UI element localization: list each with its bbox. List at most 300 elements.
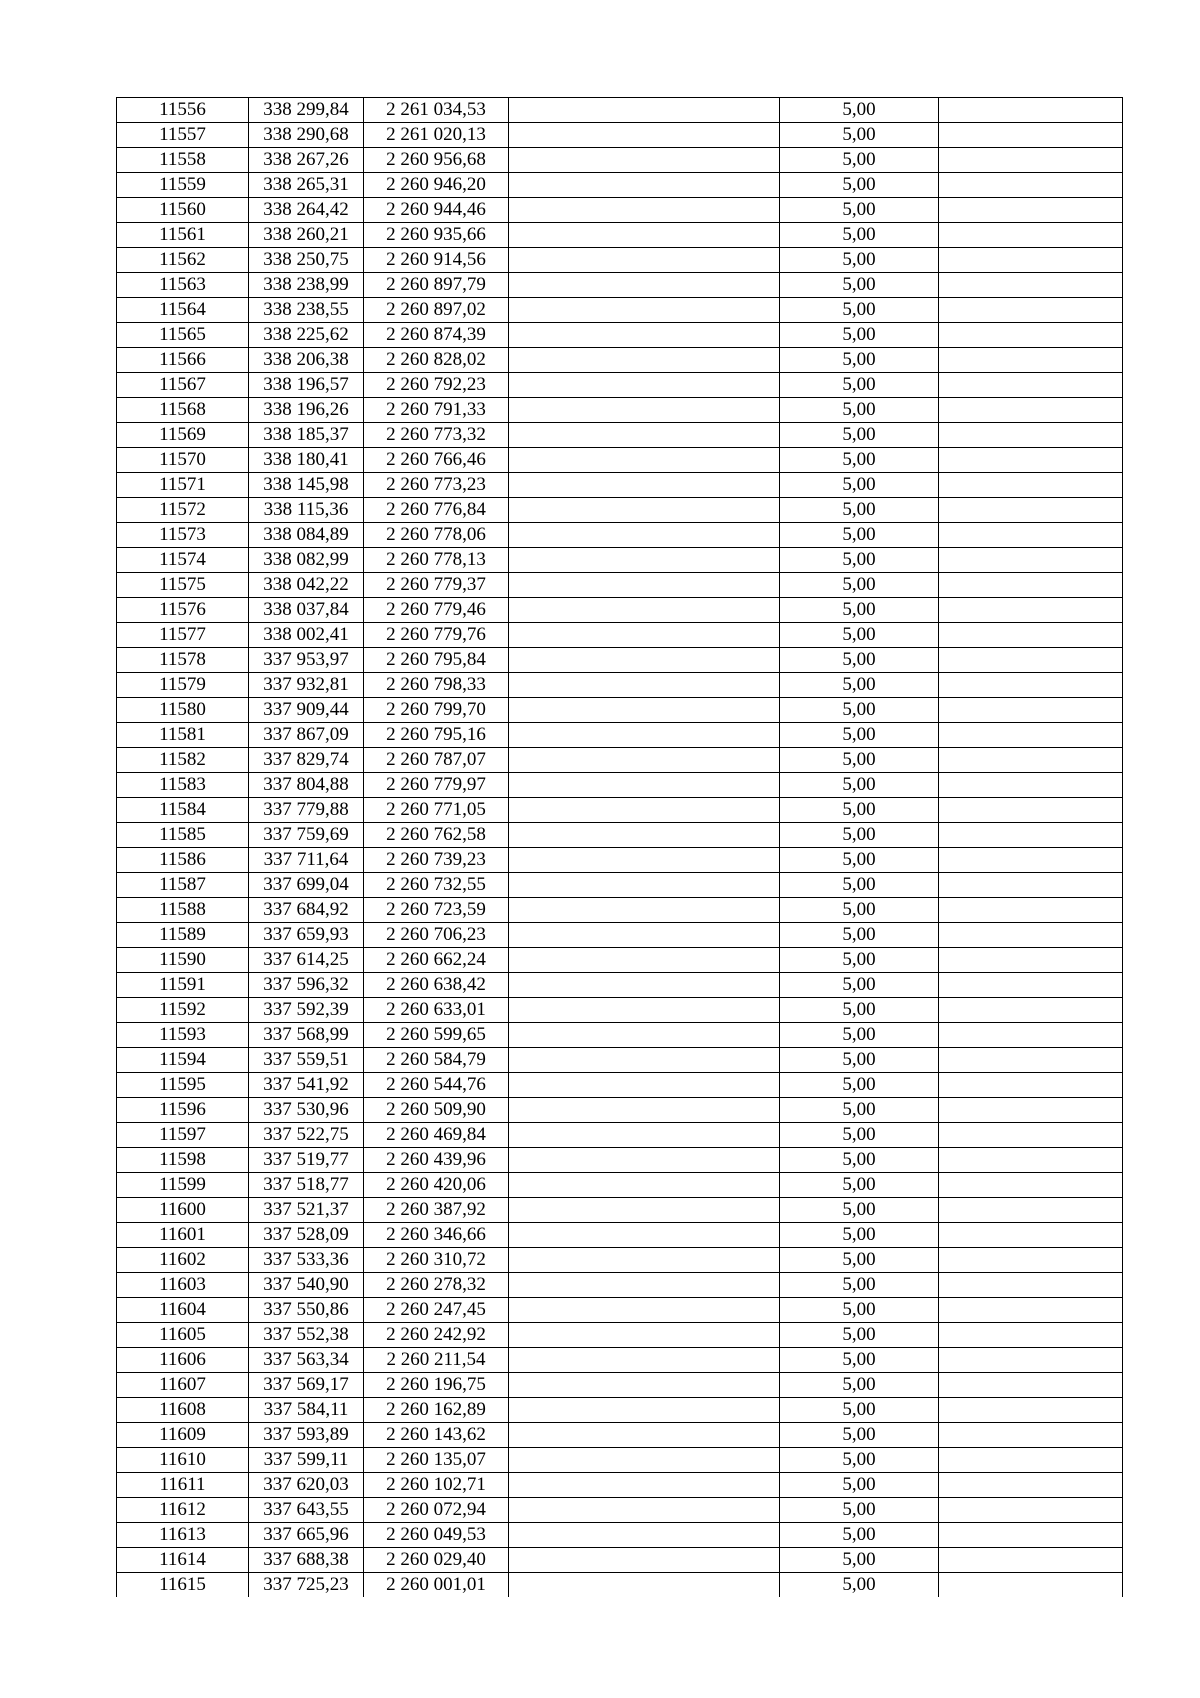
- point-number-cell: 11561: [117, 223, 249, 248]
- x-coordinate-cell: 337 665,96: [249, 1523, 364, 1548]
- point-number-cell: 11562: [117, 248, 249, 273]
- point-number-cell: 11593: [117, 1023, 249, 1048]
- blank-cell: [509, 648, 780, 673]
- x-coordinate-cell: 337 688,38: [249, 1548, 364, 1573]
- point-number-cell: 11556: [117, 98, 249, 123]
- table-row: [117, 898, 1123, 923]
- value-cell: 5,00: [780, 1023, 939, 1048]
- blank-cell-end: [939, 1573, 1123, 1598]
- x-coordinate-cell: 337 620,03: [249, 1473, 364, 1498]
- value-cell: 5,00: [780, 348, 939, 373]
- point-number-cell: 11564: [117, 298, 249, 323]
- y-coordinate-cell: 2 260 162,89: [364, 1398, 509, 1423]
- table-row: [117, 748, 1123, 773]
- table-row: [117, 1198, 1123, 1223]
- blank-cell-end: [939, 473, 1123, 498]
- blank-cell-end: [939, 1248, 1123, 1273]
- x-coordinate-cell: 337 659,93: [249, 923, 364, 948]
- y-coordinate-cell: 2 260 469,84: [364, 1123, 509, 1148]
- point-number-cell: 11584: [117, 798, 249, 823]
- blank-cell-end: [939, 1048, 1123, 1073]
- blank-cell: [509, 1348, 780, 1373]
- blank-cell-end: [939, 1423, 1123, 1448]
- blank-cell-end: [939, 423, 1123, 448]
- y-coordinate-cell: 2 260 509,90: [364, 1098, 509, 1123]
- table-row: [117, 1048, 1123, 1073]
- point-number-cell: 11581: [117, 723, 249, 748]
- blank-cell: [509, 548, 780, 573]
- point-number-cell: 11594: [117, 1048, 249, 1073]
- y-coordinate-cell: 2 260 935,66: [364, 223, 509, 248]
- table-row: [117, 373, 1123, 398]
- blank-cell: [509, 398, 780, 423]
- blank-cell: [509, 323, 780, 348]
- x-coordinate-cell: 337 521,37: [249, 1198, 364, 1223]
- blank-cell: [509, 1298, 780, 1323]
- blank-cell-end: [939, 1273, 1123, 1298]
- table-row: [117, 548, 1123, 573]
- x-coordinate-cell: 338 196,57: [249, 373, 364, 398]
- value-cell: 5,00: [780, 748, 939, 773]
- y-coordinate-cell: 2 260 732,55: [364, 873, 509, 898]
- value-cell: 5,00: [780, 1273, 939, 1298]
- table-row: [117, 1173, 1123, 1198]
- value-cell: 5,00: [780, 1098, 939, 1123]
- x-coordinate-cell: 337 711,64: [249, 848, 364, 873]
- table-row: [117, 323, 1123, 348]
- value-cell: 5,00: [780, 1123, 939, 1148]
- table-row: [117, 573, 1123, 598]
- blank-cell-end: [939, 1073, 1123, 1098]
- value-cell: 5,00: [780, 198, 939, 223]
- coordinates-table: [116, 97, 1123, 1597]
- blank-cell: [509, 798, 780, 823]
- point-number-cell: 11558: [117, 148, 249, 173]
- point-number-cell: 11603: [117, 1273, 249, 1298]
- blank-cell: [509, 1098, 780, 1123]
- table-row: [117, 298, 1123, 323]
- value-cell: 5,00: [780, 698, 939, 723]
- y-coordinate-cell: 2 260 779,37: [364, 573, 509, 598]
- table-row: [117, 1273, 1123, 1298]
- blank-cell-end: [939, 648, 1123, 673]
- y-coordinate-cell: 2 260 773,32: [364, 423, 509, 448]
- value-cell: 5,00: [780, 1423, 939, 1448]
- table-row: [117, 698, 1123, 723]
- value-cell: 5,00: [780, 1173, 939, 1198]
- table-row: [117, 1023, 1123, 1048]
- x-coordinate-cell: 337 684,92: [249, 898, 364, 923]
- point-number-cell: 11605: [117, 1323, 249, 1348]
- y-coordinate-cell: 2 260 049,53: [364, 1523, 509, 1548]
- blank-cell-end: [939, 973, 1123, 998]
- point-number-cell: 11588: [117, 898, 249, 923]
- x-coordinate-cell: 337 596,32: [249, 973, 364, 998]
- table-row: [117, 1473, 1123, 1498]
- blank-cell: [509, 298, 780, 323]
- blank-cell-end: [939, 1023, 1123, 1048]
- value-cell: 5,00: [780, 1523, 939, 1548]
- y-coordinate-cell: 2 260 778,13: [364, 548, 509, 573]
- blank-cell: [509, 373, 780, 398]
- x-coordinate-cell: 337 592,39: [249, 998, 364, 1023]
- x-coordinate-cell: 338 299,84: [249, 98, 364, 123]
- table-row: [117, 723, 1123, 748]
- table-row: [117, 98, 1123, 123]
- blank-cell-end: [939, 248, 1123, 273]
- table-row: [117, 273, 1123, 298]
- table-row: [117, 848, 1123, 873]
- y-coordinate-cell: 2 260 944,46: [364, 198, 509, 223]
- table-row: [117, 448, 1123, 473]
- x-coordinate-cell: 337 932,81: [249, 673, 364, 698]
- point-number-cell: 11599: [117, 1173, 249, 1198]
- x-coordinate-cell: 337 522,75: [249, 1123, 364, 1148]
- blank-cell-end: [939, 523, 1123, 548]
- x-coordinate-cell: 338 196,26: [249, 398, 364, 423]
- blank-cell: [509, 773, 780, 798]
- table-row: [117, 348, 1123, 373]
- blank-cell: [509, 523, 780, 548]
- value-cell: 5,00: [780, 1148, 939, 1173]
- blank-cell-end: [939, 373, 1123, 398]
- table-row: [117, 598, 1123, 623]
- point-number-cell: 11591: [117, 973, 249, 998]
- blank-cell: [509, 1273, 780, 1298]
- x-coordinate-cell: 338 185,37: [249, 423, 364, 448]
- value-cell: 5,00: [780, 1448, 939, 1473]
- table-row: [117, 1098, 1123, 1123]
- table-row: [117, 823, 1123, 848]
- value-cell: 5,00: [780, 948, 939, 973]
- blank-cell-end: [939, 573, 1123, 598]
- blank-cell: [509, 973, 780, 998]
- blank-cell-end: [939, 1398, 1123, 1423]
- blank-cell: [509, 198, 780, 223]
- y-coordinate-cell: 2 260 633,01: [364, 998, 509, 1023]
- y-coordinate-cell: 2 260 706,23: [364, 923, 509, 948]
- point-number-cell: 11597: [117, 1123, 249, 1148]
- x-coordinate-cell: 338 082,99: [249, 548, 364, 573]
- x-coordinate-cell: 337 699,04: [249, 873, 364, 898]
- blank-cell: [509, 673, 780, 698]
- point-number-cell: 11590: [117, 948, 249, 973]
- blank-cell: [509, 573, 780, 598]
- blank-cell-end: [939, 273, 1123, 298]
- value-cell: 5,00: [780, 173, 939, 198]
- y-coordinate-cell: 2 260 211,54: [364, 1348, 509, 1373]
- blank-cell: [509, 1548, 780, 1573]
- value-cell: 5,00: [780, 973, 939, 998]
- blank-cell-end: [939, 1348, 1123, 1373]
- point-number-cell: 11585: [117, 823, 249, 848]
- x-coordinate-cell: 337 804,88: [249, 773, 364, 798]
- x-coordinate-cell: 338 115,36: [249, 498, 364, 523]
- y-coordinate-cell: 2 260 779,46: [364, 598, 509, 623]
- value-cell: 5,00: [780, 873, 939, 898]
- table-row: [117, 1548, 1123, 1573]
- table-row: [117, 398, 1123, 423]
- blank-cell-end: [939, 298, 1123, 323]
- y-coordinate-cell: 2 260 242,92: [364, 1323, 509, 1348]
- blank-cell: [509, 148, 780, 173]
- y-coordinate-cell: 2 260 310,72: [364, 1248, 509, 1273]
- y-coordinate-cell: 2 260 799,70: [364, 698, 509, 723]
- blank-cell: [509, 1323, 780, 1348]
- y-coordinate-cell: 2 260 762,58: [364, 823, 509, 848]
- y-coordinate-cell: 2 261 020,13: [364, 123, 509, 148]
- point-number-cell: 11559: [117, 173, 249, 198]
- y-coordinate-cell: 2 260 776,84: [364, 498, 509, 523]
- blank-cell: [509, 698, 780, 723]
- value-cell: 5,00: [780, 373, 939, 398]
- blank-cell: [509, 1423, 780, 1448]
- x-coordinate-cell: 338 180,41: [249, 448, 364, 473]
- value-cell: 5,00: [780, 1498, 939, 1523]
- table-row: [117, 1498, 1123, 1523]
- point-number-cell: 11580: [117, 698, 249, 723]
- value-cell: 5,00: [780, 573, 939, 598]
- x-coordinate-cell: 337 867,09: [249, 723, 364, 748]
- table-row: [117, 123, 1123, 148]
- y-coordinate-cell: 2 260 779,76: [364, 623, 509, 648]
- y-coordinate-cell: 2 260 897,02: [364, 298, 509, 323]
- x-coordinate-cell: 337 953,97: [249, 648, 364, 673]
- point-number-cell: 11614: [117, 1548, 249, 1573]
- value-cell: 5,00: [780, 1548, 939, 1573]
- blank-cell-end: [939, 1298, 1123, 1323]
- y-coordinate-cell: 2 260 791,33: [364, 398, 509, 423]
- point-number-cell: 11578: [117, 648, 249, 673]
- y-coordinate-cell: 2 260 196,75: [364, 1373, 509, 1398]
- blank-cell-end: [939, 948, 1123, 973]
- x-coordinate-cell: 337 519,77: [249, 1148, 364, 1173]
- point-number-cell: 11568: [117, 398, 249, 423]
- table-row: [117, 1398, 1123, 1423]
- blank-cell-end: [939, 698, 1123, 723]
- point-number-cell: 11569: [117, 423, 249, 448]
- y-coordinate-cell: 2 260 773,23: [364, 473, 509, 498]
- point-number-cell: 11572: [117, 498, 249, 523]
- blank-cell-end: [939, 123, 1123, 148]
- blank-cell-end: [939, 748, 1123, 773]
- value-cell: 5,00: [780, 1048, 939, 1073]
- blank-cell-end: [939, 923, 1123, 948]
- y-coordinate-cell: 2 260 792,23: [364, 373, 509, 398]
- value-cell: 5,00: [780, 398, 939, 423]
- point-number-cell: 11613: [117, 1523, 249, 1548]
- point-number-cell: 11610: [117, 1448, 249, 1473]
- blank-cell: [509, 598, 780, 623]
- y-coordinate-cell: 2 260 278,32: [364, 1273, 509, 1298]
- blank-cell-end: [939, 1523, 1123, 1548]
- point-number-cell: 11563: [117, 273, 249, 298]
- coordinates-table-body: [117, 98, 1123, 1598]
- blank-cell: [509, 723, 780, 748]
- y-coordinate-cell: 2 260 584,79: [364, 1048, 509, 1073]
- table-row: [117, 1123, 1123, 1148]
- blank-cell: [509, 448, 780, 473]
- table-row: [117, 648, 1123, 673]
- x-coordinate-cell: 338 250,75: [249, 248, 364, 273]
- point-number-cell: 11570: [117, 448, 249, 473]
- y-coordinate-cell: 2 260 828,02: [364, 348, 509, 373]
- blank-cell: [509, 1073, 780, 1098]
- y-coordinate-cell: 2 260 946,20: [364, 173, 509, 198]
- y-coordinate-cell: 2 260 766,46: [364, 448, 509, 473]
- point-number-cell: 11596: [117, 1098, 249, 1123]
- value-cell: 5,00: [780, 1198, 939, 1223]
- blank-cell: [509, 823, 780, 848]
- x-coordinate-cell: 337 614,25: [249, 948, 364, 973]
- blank-cell: [509, 1173, 780, 1198]
- blank-cell: [509, 1248, 780, 1273]
- x-coordinate-cell: 337 829,74: [249, 748, 364, 773]
- y-coordinate-cell: 2 260 956,68: [364, 148, 509, 173]
- blank-cell-end: [939, 1223, 1123, 1248]
- table-row: [117, 1573, 1123, 1598]
- point-number-cell: 11615: [117, 1573, 249, 1598]
- value-cell: 5,00: [780, 448, 939, 473]
- blank-cell: [509, 423, 780, 448]
- blank-cell: [509, 1123, 780, 1148]
- value-cell: 5,00: [780, 648, 939, 673]
- point-number-cell: 11589: [117, 923, 249, 948]
- table-row: [117, 998, 1123, 1023]
- y-coordinate-cell: 2 261 034,53: [364, 98, 509, 123]
- blank-cell: [509, 173, 780, 198]
- point-number-cell: 11573: [117, 523, 249, 548]
- value-cell: 5,00: [780, 898, 939, 923]
- value-cell: 5,00: [780, 1473, 939, 1498]
- y-coordinate-cell: 2 260 102,71: [364, 1473, 509, 1498]
- table-row: [117, 1523, 1123, 1548]
- x-coordinate-cell: 338 265,31: [249, 173, 364, 198]
- table-row: [117, 973, 1123, 998]
- table-row: [117, 498, 1123, 523]
- blank-cell-end: [939, 623, 1123, 648]
- value-cell: 5,00: [780, 1073, 939, 1098]
- blank-cell: [509, 498, 780, 523]
- point-number-cell: 11575: [117, 573, 249, 598]
- table-row: [117, 1423, 1123, 1448]
- blank-cell-end: [939, 1473, 1123, 1498]
- table-row: [117, 923, 1123, 948]
- x-coordinate-cell: 338 037,84: [249, 598, 364, 623]
- blank-cell: [509, 1448, 780, 1473]
- blank-cell-end: [939, 548, 1123, 573]
- x-coordinate-cell: 338 238,99: [249, 273, 364, 298]
- x-coordinate-cell: 337 909,44: [249, 698, 364, 723]
- blank-cell-end: [939, 798, 1123, 823]
- blank-cell: [509, 473, 780, 498]
- y-coordinate-cell: 2 260 387,92: [364, 1198, 509, 1223]
- table-row: [117, 1323, 1123, 1348]
- value-cell: 5,00: [780, 523, 939, 548]
- table-row: [117, 473, 1123, 498]
- x-coordinate-cell: 337 779,88: [249, 798, 364, 823]
- y-coordinate-cell: 2 260 599,65: [364, 1023, 509, 1048]
- point-number-cell: 11606: [117, 1348, 249, 1373]
- y-coordinate-cell: 2 260 662,24: [364, 948, 509, 973]
- y-coordinate-cell: 2 260 143,62: [364, 1423, 509, 1448]
- blank-cell-end: [939, 148, 1123, 173]
- blank-cell: [509, 1198, 780, 1223]
- point-number-cell: 11583: [117, 773, 249, 798]
- table-row: [117, 148, 1123, 173]
- table-row: [117, 1248, 1123, 1273]
- point-number-cell: 11557: [117, 123, 249, 148]
- blank-cell: [509, 223, 780, 248]
- table-row: [117, 798, 1123, 823]
- value-cell: 5,00: [780, 773, 939, 798]
- x-coordinate-cell: 338 267,26: [249, 148, 364, 173]
- x-coordinate-cell: 337 533,36: [249, 1248, 364, 1273]
- point-number-cell: 11587: [117, 873, 249, 898]
- y-coordinate-cell: 2 260 795,16: [364, 723, 509, 748]
- blank-cell-end: [939, 173, 1123, 198]
- value-cell: 5,00: [780, 323, 939, 348]
- x-coordinate-cell: 338 238,55: [249, 298, 364, 323]
- value-cell: 5,00: [780, 273, 939, 298]
- x-coordinate-cell: 338 042,22: [249, 573, 364, 598]
- blank-cell: [509, 1223, 780, 1248]
- table-row: [117, 673, 1123, 698]
- y-coordinate-cell: 2 260 638,42: [364, 973, 509, 998]
- blank-cell-end: [939, 398, 1123, 423]
- point-number-cell: 11582: [117, 748, 249, 773]
- x-coordinate-cell: 337 563,34: [249, 1348, 364, 1373]
- y-coordinate-cell: 2 260 874,39: [364, 323, 509, 348]
- blank-cell-end: [939, 1148, 1123, 1173]
- blank-cell-end: [939, 898, 1123, 923]
- point-number-cell: 11595: [117, 1073, 249, 1098]
- point-number-cell: 11576: [117, 598, 249, 623]
- y-coordinate-cell: 2 260 787,07: [364, 748, 509, 773]
- blank-cell: [509, 1373, 780, 1398]
- x-coordinate-cell: 337 568,99: [249, 1023, 364, 1048]
- y-coordinate-cell: 2 260 739,23: [364, 848, 509, 873]
- blank-cell-end: [939, 598, 1123, 623]
- point-number-cell: 11604: [117, 1298, 249, 1323]
- x-coordinate-cell: 337 541,92: [249, 1073, 364, 1098]
- blank-cell: [509, 748, 780, 773]
- point-number-cell: 11609: [117, 1423, 249, 1448]
- blank-cell-end: [939, 673, 1123, 698]
- value-cell: 5,00: [780, 1573, 939, 1598]
- blank-cell: [509, 998, 780, 1023]
- blank-cell: [509, 123, 780, 148]
- blank-cell-end: [939, 1498, 1123, 1523]
- blank-cell: [509, 98, 780, 123]
- y-coordinate-cell: 2 260 897,79: [364, 273, 509, 298]
- point-number-cell: 11566: [117, 348, 249, 373]
- point-number-cell: 11560: [117, 198, 249, 223]
- point-number-cell: 11586: [117, 848, 249, 873]
- point-number-cell: 11608: [117, 1398, 249, 1423]
- blank-cell-end: [939, 98, 1123, 123]
- value-cell: 5,00: [780, 798, 939, 823]
- blank-cell: [509, 1523, 780, 1548]
- point-number-cell: 11598: [117, 1148, 249, 1173]
- y-coordinate-cell: 2 260 439,96: [364, 1148, 509, 1173]
- point-number-cell: 11607: [117, 1373, 249, 1398]
- table-row: [117, 1298, 1123, 1323]
- value-cell: 5,00: [780, 673, 939, 698]
- x-coordinate-cell: 337 540,90: [249, 1273, 364, 1298]
- point-number-cell: 11577: [117, 623, 249, 648]
- blank-cell-end: [939, 348, 1123, 373]
